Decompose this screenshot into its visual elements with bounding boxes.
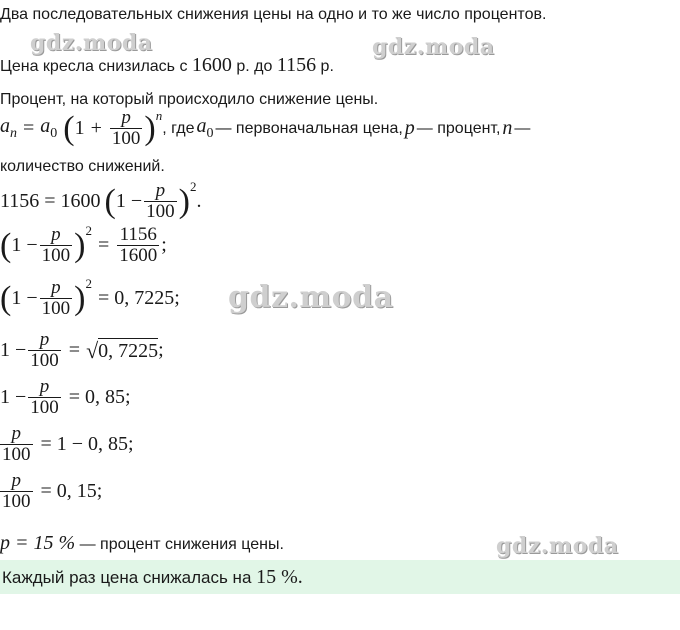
fraction-p-100: $\frac{p}{100}$: [111, 107, 141, 149]
statement-line-2: [0, 54, 334, 77]
formula-explain-a: , где: [162, 119, 195, 137]
step-8: [0, 532, 284, 555]
step-4-end: ;: [158, 339, 164, 361]
step-6: [0, 424, 134, 465]
statement-line-1: [0, 6, 546, 24]
step-4-fraction: $\frac{p}{100}$: [30, 329, 59, 371]
formula-exponent: n: [155, 108, 163, 123]
step-1-end: .: [196, 190, 202, 212]
step-2-end: ;: [161, 234, 167, 256]
step-1-left: 1156 = 1600: [0, 190, 101, 212]
step-7-rhs: = 0, 15;: [40, 480, 103, 502]
formula-an: $a_n$: [0, 115, 17, 141]
step-1-fraction: $\frac{p}{100}$: [146, 180, 175, 222]
step-7-fraction: $\frac{p}{100}$: [2, 470, 31, 512]
watermark: gdz.moda: [372, 34, 495, 60]
step-1: 1156 = 1600 ( 1 − $\frac{p}{100}$ ) 2 .: [0, 179, 202, 222]
watermark: gdz.moda: [30, 30, 153, 56]
formula-line: $a_n$ = $a_0$ ( 1 + $\frac{p}{100}$ ) n , где $a_0$ — первоначальная цена, p — процент, n —: [0, 107, 531, 149]
step-3-rhs: = 0, 7225;: [97, 287, 180, 309]
step-2-fraction: $\frac{p}{100}$: [41, 224, 71, 266]
step-5-rhs: = 0, 85;: [68, 386, 131, 408]
statement-text-c: р.: [316, 58, 334, 75]
step-6-rhs: = 1 − 0, 85;: [40, 433, 134, 455]
step-5-lhs: 1 −: [0, 386, 27, 408]
step-4-radicand: 0, 7225: [98, 340, 159, 362]
formula-explain-c: — процент,: [416, 119, 501, 137]
formula-eq: =: [23, 117, 35, 139]
formula-plus: +: [90, 117, 102, 139]
formula-explain-line-2: [0, 158, 165, 176]
price-to: 1156: [276, 54, 317, 76]
answer-text: Каждый раз цена снижалась на: [2, 568, 257, 587]
step-2-one-minus: 1 −: [11, 234, 38, 256]
step-3-fraction: $\frac{p}{100}$: [41, 277, 71, 319]
step-2-rhs-fraction: $\frac{1156}{1600}$: [119, 224, 158, 266]
step-5-fraction: $\frac{p}{100}$: [30, 376, 59, 418]
step-8-text: — процент снижения цены.: [75, 536, 284, 553]
answer-line: [2, 566, 303, 589]
step-1-exp: 2: [189, 179, 197, 194]
step-2-exp: 2: [85, 223, 92, 238]
step-3: ( 1 − $\frac{p}{100}$ ) 2 = 0, 7225;: [0, 276, 180, 319]
price-from: 1600: [191, 54, 232, 76]
formula-explain-d: —: [514, 119, 531, 137]
step-8-math: p = 15 %: [0, 532, 76, 554]
statement-text: Два последовательных снижения цены на одно и то же число процентов.: [0, 6, 547, 23]
step-2-eq: =: [97, 234, 110, 256]
answer-end: .: [297, 566, 303, 588]
step-7: [0, 471, 102, 512]
formula-explain-b: — первоначальная цена,: [215, 119, 403, 137]
watermark: gdz.moda: [496, 533, 619, 559]
statement-text-b: р. до: [231, 58, 277, 75]
paren-left: (: [63, 109, 75, 147]
step-4-eq: =: [68, 339, 81, 361]
paren-right: ): [144, 109, 156, 147]
formula-intro-text: Процент, на который происходило снижение цены.: [0, 91, 379, 108]
step-6-fraction: $\frac{p}{100}$: [2, 423, 31, 465]
sqrt-symbol: √: [86, 337, 99, 363]
step-4: [0, 330, 164, 371]
step-3-one-minus: 1 −: [11, 287, 38, 309]
step-4-lhs: 1 −: [0, 339, 27, 361]
answer-box: [0, 560, 680, 594]
formula-intro: [0, 91, 378, 109]
formula-one: 1: [74, 117, 85, 139]
step-2: ( 1 − $\frac{p}{100}$ ) 2 = $\frac{1156}{1600}$ ;: [0, 223, 167, 266]
watermark: gdz.moda: [228, 280, 394, 315]
formula-a0: $a_0$: [40, 115, 58, 141]
answer-value: 15 %: [256, 566, 298, 588]
step-5: [0, 377, 131, 418]
step-1-one-minus: 1 −: [115, 190, 143, 212]
formula-explain-text: количество снижений.: [0, 158, 165, 175]
step-3-exp: 2: [85, 276, 92, 291]
statement-text-a: Цена кресла снизилась с: [0, 58, 192, 75]
